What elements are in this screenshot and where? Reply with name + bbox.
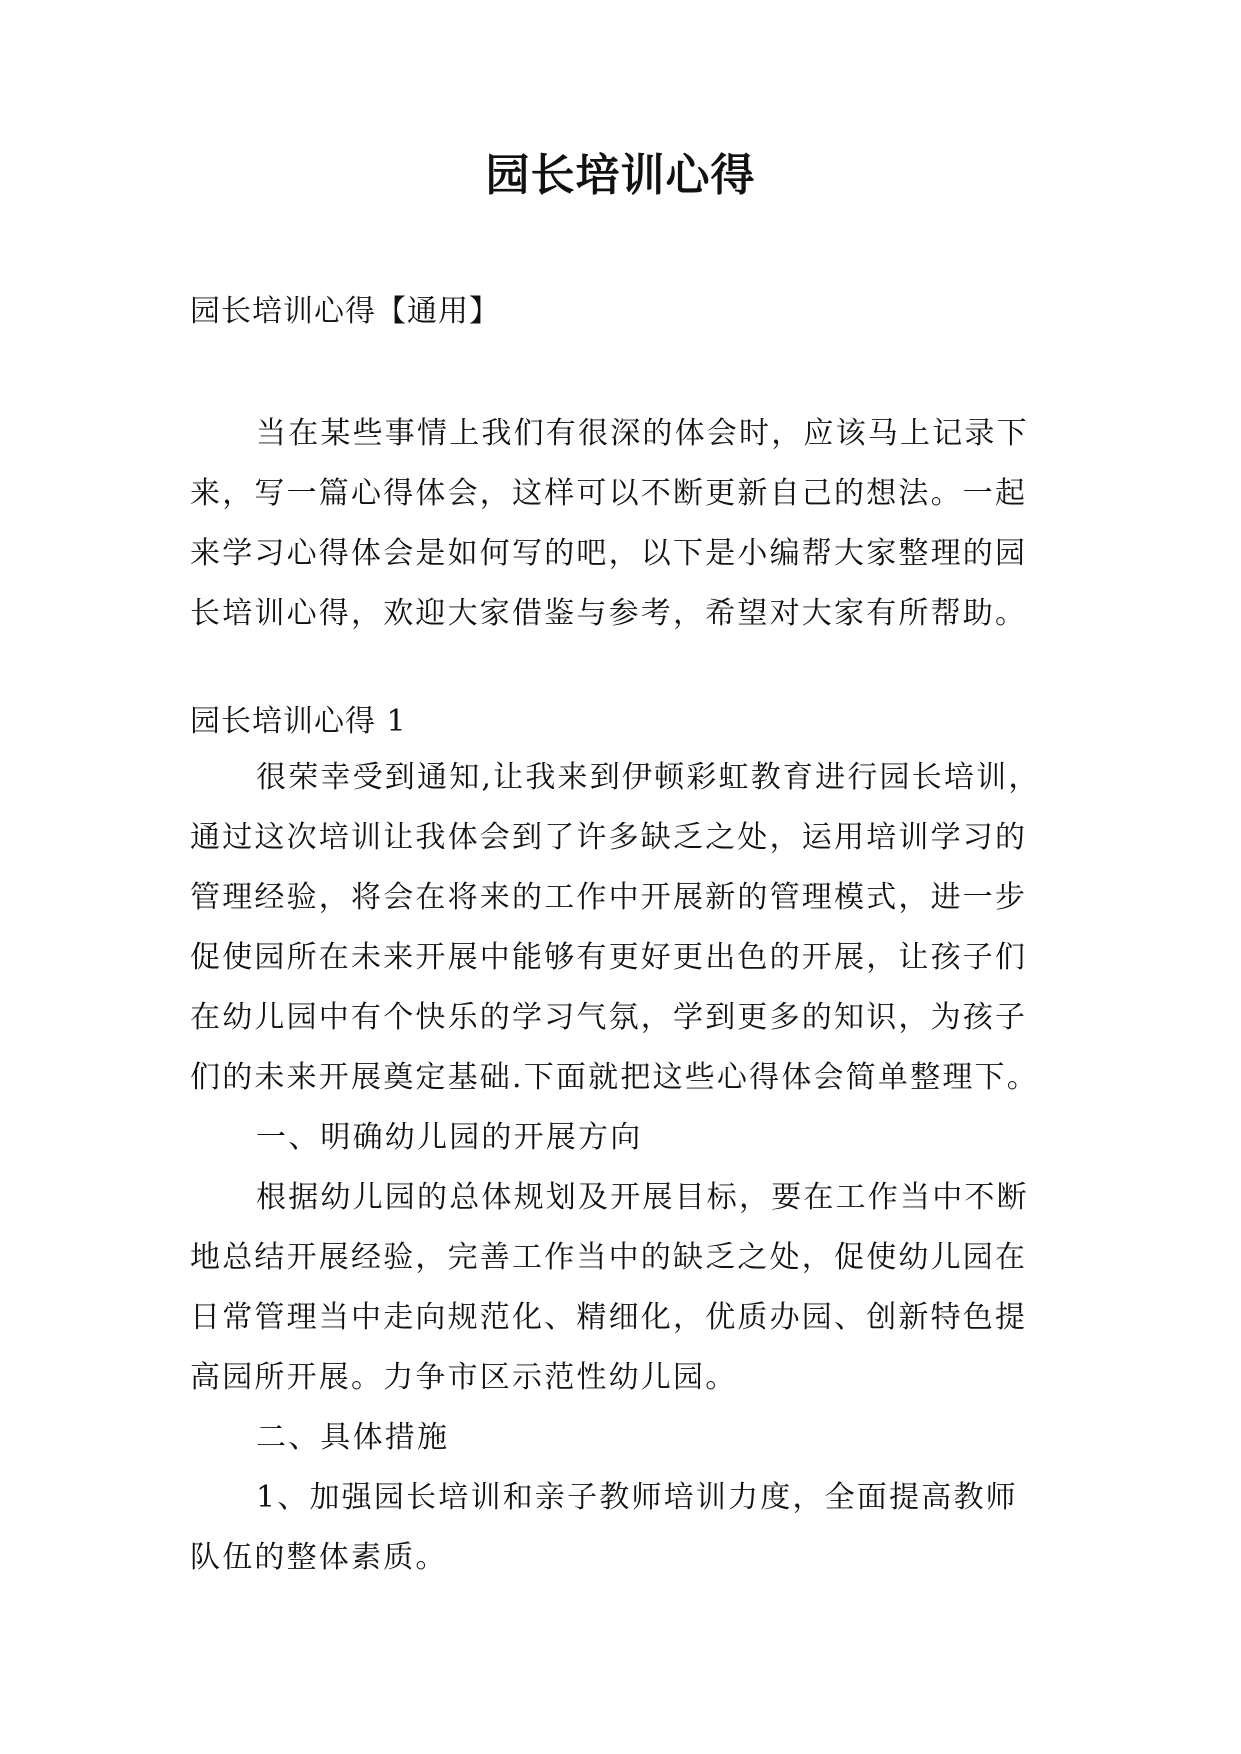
body-line: 促使园所在未来开展中能够有更好更出色的开展，让孩子们 — [190, 940, 1028, 975]
body-line: 管理经验，将会在将来的工作中开展新的管理模式，进一步 — [190, 880, 1028, 915]
body-line: 高园所开展。力争市区示范性幼儿园。 — [190, 1360, 738, 1395]
intro-line: 当在某些事情上我们有很深的体会时，应该马上记录下 — [256, 416, 1029, 451]
body-line: 队伍的整体素质。 — [190, 1540, 448, 1575]
body-line: 们的未来开展奠定基础.下面就把这些心得体会简单整理下。 — [190, 1060, 1039, 1095]
body-line: 日常管理当中走向规范化、精细化，优质办园、创新特色提 — [190, 1300, 1028, 1335]
body-line: 地总结开展经验，完善工作当中的缺乏之处，促使幼儿园在 — [190, 1240, 1028, 1275]
subheading-direction: 一、明确幼儿园的开展方向 — [256, 1120, 643, 1155]
intro-line: 长培训心得，欢迎大家借鉴与参考，希望对大家有所帮助。 — [190, 596, 1028, 631]
body-line: 根据幼儿园的总体规划及开展目标，要在工作当中不断 — [256, 1180, 1029, 1215]
intro-paragraph — [190, 404, 1060, 644]
body-text — [190, 748, 1060, 1588]
body-line: 1、加强园长培训和亲子教师培训力度，全面提高教师 — [256, 1480, 1018, 1515]
body-line: 在幼儿园中有个快乐的学习气氛，学到更多的知识，为孩子 — [190, 1000, 1028, 1035]
intro-line: 来学习心得体会是如何写的吧，以下是小编帮大家整理的园 — [190, 536, 1028, 571]
subheading-measures: 二、具体措施 — [256, 1420, 450, 1455]
intro-line: 来，写一篇心得体会，这样可以不断更新自己的想法。一起 — [190, 476, 1028, 511]
document-subtitle: 园长培训心得【通用】 — [190, 294, 500, 329]
body-line: 很荣幸受到通知,让我来到伊顿彩虹教育进行园长培训， — [256, 760, 1041, 795]
document-title: 园长培训心得 — [485, 150, 756, 201]
body-line: 通过这次培训让我体会到了许多缺乏之处，运用培训学习的 — [190, 820, 1028, 855]
section-title: 园长培训心得 1 — [190, 704, 407, 739]
